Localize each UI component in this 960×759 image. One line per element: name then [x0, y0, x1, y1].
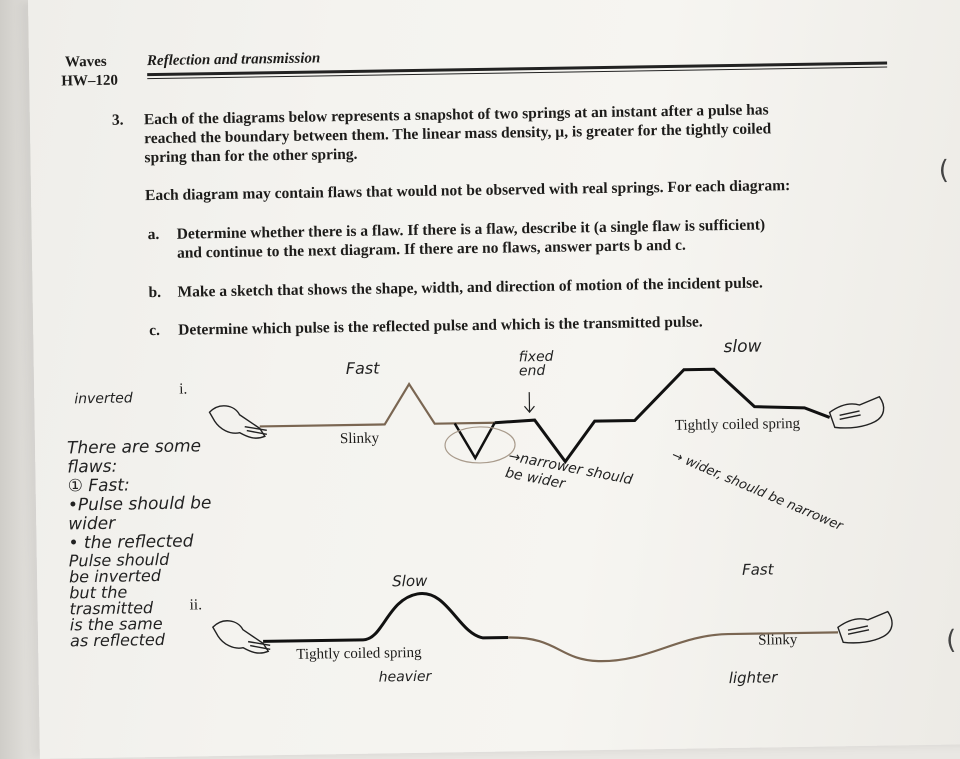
margin-bracket: ( — [945, 625, 957, 656]
hand-icon — [209, 405, 267, 439]
question-intro-2: reached the boundary between them. The linear mass density, μ, is greater for the tightly coiled — [144, 120, 772, 148]
note-slow-1: slow — [723, 336, 762, 358]
diagram-2-slinky — [508, 632, 838, 662]
margin-note-line: Pulse should — [68, 549, 170, 571]
part-a-line2: and continue to the next diagram. If there are no flaws, answer parts b and c. — [176, 236, 686, 262]
diagram-1-right-spring: Tightly coiled spring — [674, 415, 801, 434]
margin-notes — [67, 436, 260, 649]
hand-icon — [829, 397, 884, 429]
diagram-1-label: i. — [178, 380, 188, 398]
diagram-2-right-spring: Slinky — [758, 631, 798, 649]
note-heavier: heavier — [378, 668, 432, 686]
margin-note-line: •Pulse should be — [67, 493, 212, 516]
margin-note-line: is the same — [69, 613, 163, 635]
margin-bracket: ( — [938, 155, 950, 186]
header-code: HW–120 — [61, 72, 119, 90]
note-inverted: inverted — [74, 390, 133, 408]
question-intro-3: spring than for the other spring. — [144, 145, 358, 167]
note-lighter: lighter — [728, 668, 778, 688]
part-c-line1: Determine which pulse is the reflected pulse and which is the transmitted pulse. — [178, 313, 703, 339]
question-number: 3. — [111, 111, 124, 129]
note-slow-2: Slow — [392, 571, 428, 591]
question-flaw-line: Each diagram may contain flaws that would not be observed with real springs. For each diagram: — [144, 177, 791, 205]
margin-note-line: There are some — [66, 436, 202, 459]
part-a-line1: Determine whether there is a flaw. If there is a flaw, describe it (a single flaw is sufficient) — [176, 216, 766, 243]
margin-note-line: but the — [69, 582, 128, 603]
diagram-1-tight-spring — [494, 367, 830, 462]
note-fixed-end: fixed end — [518, 348, 554, 380]
diagram-1-pencil-circle — [445, 426, 516, 463]
margin-note-line: ① Fast: — [67, 475, 130, 497]
diagram-1-boundary-pulse — [455, 423, 496, 459]
hand-icon — [838, 612, 893, 644]
diagram-1-arrow — [524, 392, 534, 412]
part-a-label: a. — [147, 225, 160, 244]
diagram-2-tight-spring — [262, 592, 508, 641]
diagram-2-left-spring: Tightly coiled spring — [296, 644, 422, 663]
margin-note-line: flaws: — [67, 456, 118, 478]
margin-note-line: be inverted — [68, 565, 162, 587]
note-wider: → wider, should be narrower — [669, 447, 845, 535]
note-narrower: →narrower should be wider — [503, 448, 634, 493]
margin-note-line: as reflected — [69, 629, 166, 651]
part-c-label: c. — [149, 321, 161, 340]
note-fast-2: Fast — [741, 560, 774, 579]
header-subject: Waves — [64, 53, 107, 71]
note-fast-1: Fast — [345, 358, 380, 379]
worksheet-page — [28, 0, 960, 759]
diagram-1-slinky — [259, 383, 495, 427]
margin-note-line: trasmitted — [69, 598, 154, 619]
margin-note-line: wider — [68, 513, 116, 535]
diagram-1-left-spring: Slinky — [339, 430, 380, 448]
header-title: Reflection and transmission — [146, 50, 321, 70]
question-intro-1: Each of the diagrams below represents a snapshot of two springs at an instant after a pulse has — [143, 101, 769, 129]
diagram-2-label: ii. — [189, 596, 203, 614]
part-b-line1: Make a sketch that shows the shape, width, and direction of motion of the incident pulse. — [177, 274, 763, 301]
margin-note-line: • the reflected — [68, 531, 194, 554]
part-b-label: b. — [148, 283, 162, 302]
